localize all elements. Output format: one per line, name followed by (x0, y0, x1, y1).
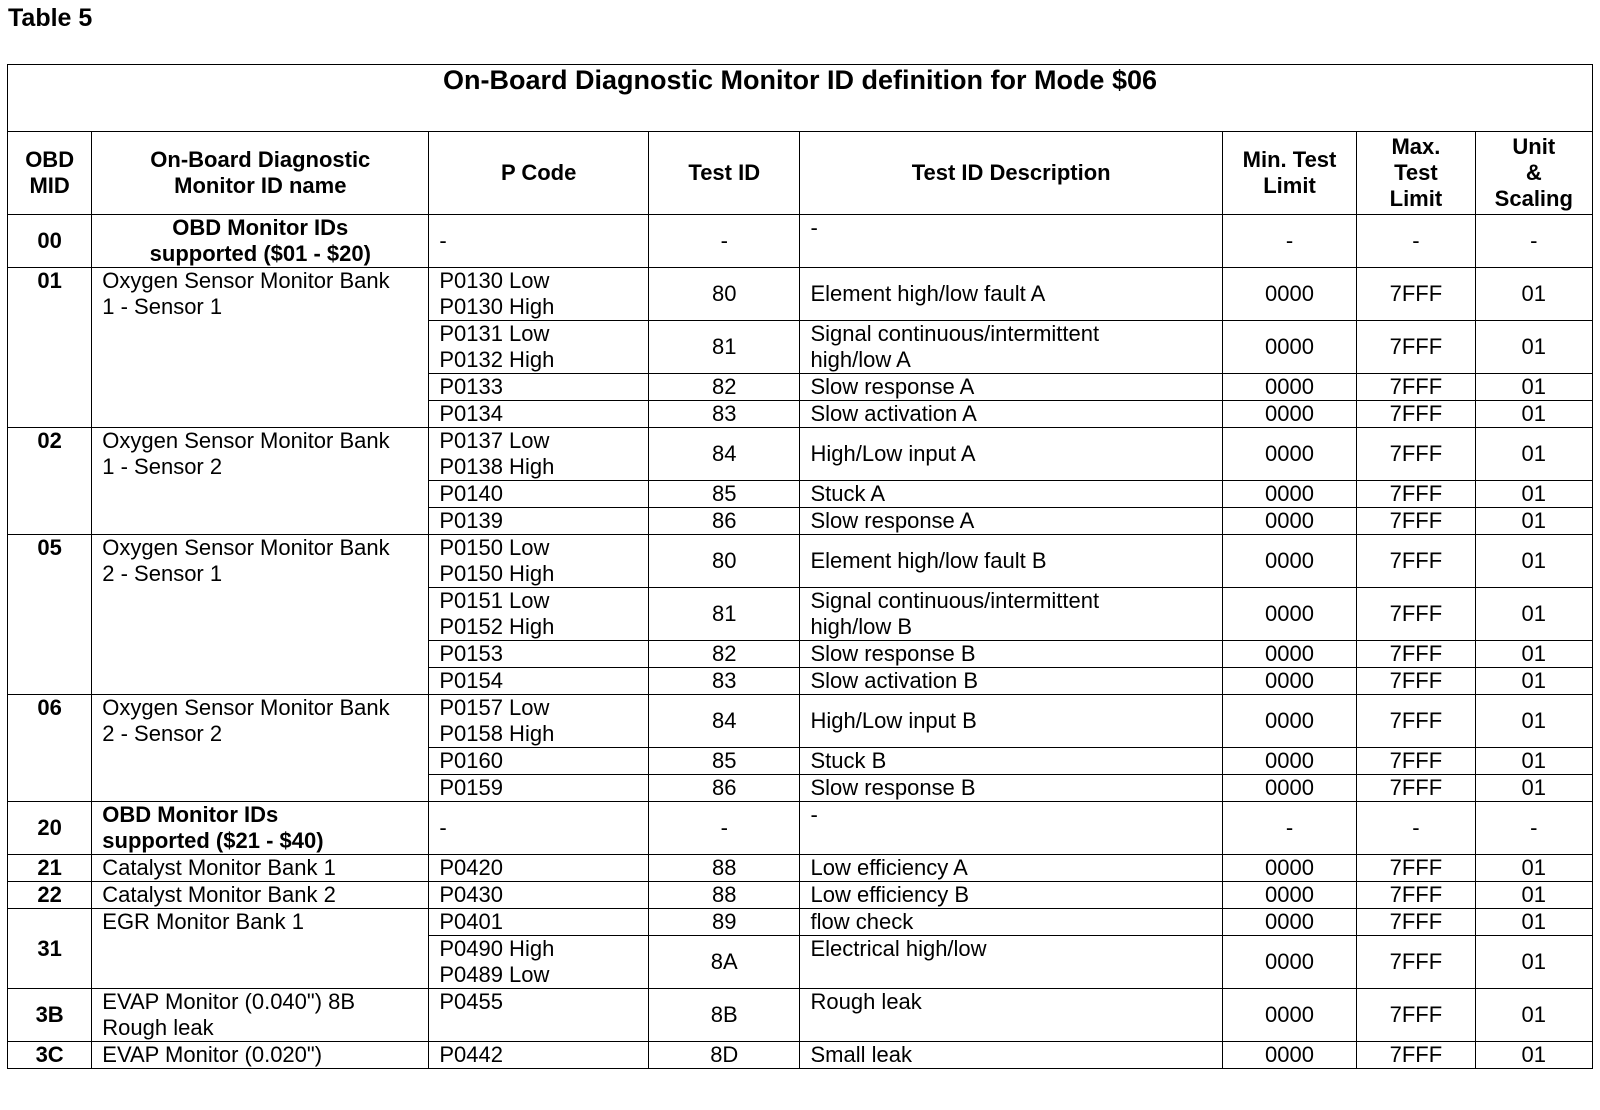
min-test-limit-cell: 0000 (1222, 268, 1356, 321)
unit-scaling-cell: 01 (1475, 481, 1592, 508)
test-id-cell: 85 (649, 481, 800, 508)
max-test-limit-cell: - (1357, 215, 1475, 268)
header-test-description: Test ID Description (800, 132, 1222, 215)
test-id-cell: 82 (649, 374, 800, 401)
max-test-limit-cell: 7FFF (1357, 641, 1475, 668)
test-description-cell: Stuck B (800, 748, 1222, 775)
unit-scaling-cell: 01 (1475, 668, 1592, 695)
min-test-limit-cell: 0000 (1222, 936, 1356, 989)
max-test-limit-cell: 7FFF (1357, 535, 1475, 588)
p-code-cell: P0490 High P0489 Low (429, 936, 649, 989)
monitor-name-cell: Catalyst Monitor Bank 1 (92, 855, 429, 882)
header-p-code: P Code (429, 132, 649, 215)
min-test-limit-cell: 0000 (1222, 641, 1356, 668)
test-id-cell: 84 (649, 695, 800, 748)
max-test-limit-cell: 7FFF (1357, 775, 1475, 802)
table-row (8, 882, 1593, 909)
max-test-limit-cell: 7FFF (1357, 481, 1475, 508)
min-test-limit-cell: 0000 (1222, 748, 1356, 775)
unit-scaling-cell: 01 (1475, 989, 1592, 1042)
max-test-limit-cell: 7FFF (1357, 748, 1475, 775)
header-obd-mid: OBD MID (8, 132, 92, 215)
p-code-cell: P0420 (429, 855, 649, 882)
p-code-cell: - (429, 802, 649, 855)
unit-scaling-cell: 01 (1475, 882, 1592, 909)
test-id-cell: - (649, 215, 800, 268)
unit-scaling-cell: 01 (1475, 535, 1592, 588)
p-code-cell: P0442 (429, 1042, 649, 1069)
max-test-limit-cell: 7FFF (1357, 428, 1475, 481)
test-id-cell: 8D (649, 1042, 800, 1069)
monitor-name-cell: EVAP Monitor (0.020") (92, 1042, 429, 1069)
monitor-name-cell: OBD Monitor IDs supported ($01 - $20) (92, 215, 429, 268)
min-test-limit-cell: 0000 (1222, 1042, 1356, 1069)
test-description-cell: Signal continuous/intermittent high/low B (800, 588, 1222, 641)
table-row (8, 855, 1593, 882)
table-row (8, 802, 1593, 855)
test-description-cell: Slow response B (800, 775, 1222, 802)
test-id-cell: 8B (649, 989, 800, 1042)
monitor-name-cell: Oxygen Sensor Monitor Bank 1 - Sensor 2 (92, 428, 429, 535)
max-test-limit-cell: 7FFF (1357, 1042, 1475, 1069)
test-id-cell: 83 (649, 401, 800, 428)
min-test-limit-cell: 0000 (1222, 668, 1356, 695)
test-description-cell: Small leak (800, 1042, 1222, 1069)
table-row (8, 215, 1593, 268)
max-test-limit-cell: 7FFF (1357, 401, 1475, 428)
unit-scaling-cell: - (1475, 215, 1592, 268)
p-code-cell: P0430 (429, 882, 649, 909)
p-code-cell: P0151 Low P0152 High (429, 588, 649, 641)
max-test-limit-cell: 7FFF (1357, 695, 1475, 748)
test-description-cell: Element high/low fault B (800, 535, 1222, 588)
test-description-cell: Low efficiency B (800, 882, 1222, 909)
unit-scaling-cell: 01 (1475, 508, 1592, 535)
max-test-limit-cell: 7FFF (1357, 508, 1475, 535)
unit-scaling-cell: 01 (1475, 401, 1592, 428)
p-code-cell: P0133 (429, 374, 649, 401)
header-min-test-limit: Min. Test Limit (1222, 132, 1356, 215)
unit-scaling-cell: 01 (1475, 321, 1592, 374)
table-row (8, 535, 1593, 588)
unit-scaling-cell: 01 (1475, 775, 1592, 802)
min-test-limit-cell: 0000 (1222, 775, 1356, 802)
test-description-cell: Electrical high/low (800, 936, 1222, 989)
min-test-limit-cell: 0000 (1222, 909, 1356, 936)
test-id-cell: 81 (649, 588, 800, 641)
p-code-cell: P0160 (429, 748, 649, 775)
unit-scaling-cell: 01 (1475, 1042, 1592, 1069)
unit-scaling-cell: 01 (1475, 748, 1592, 775)
max-test-limit-cell: 7FFF (1357, 855, 1475, 882)
monitor-name-cell: Oxygen Sensor Monitor Bank 2 - Sensor 1 (92, 535, 429, 695)
p-code-cell: P0139 (429, 508, 649, 535)
test-id-cell: 85 (649, 748, 800, 775)
test-id-cell: 88 (649, 855, 800, 882)
p-code-cell: P0130 Low P0130 High (429, 268, 649, 321)
obd-mid-cell: 00 (8, 215, 92, 268)
test-description-cell: Slow response B (800, 641, 1222, 668)
max-test-limit-cell: 7FFF (1357, 321, 1475, 374)
table-row (8, 909, 1593, 936)
table-row (8, 1042, 1593, 1069)
test-id-cell: 80 (649, 535, 800, 588)
p-code-cell: P0131 Low P0132 High (429, 321, 649, 374)
obd-mode06-table (7, 64, 1593, 1069)
monitor-name-cell: Catalyst Monitor Bank 2 (92, 882, 429, 909)
table-caption: Table 5 (8, 4, 93, 32)
min-test-limit-cell: 0000 (1222, 695, 1356, 748)
unit-scaling-cell: 01 (1475, 936, 1592, 989)
p-code-cell: - (429, 215, 649, 268)
table-body (8, 215, 1593, 1069)
obd-mid-cell: 05 (8, 535, 92, 695)
unit-scaling-cell: 01 (1475, 855, 1592, 882)
unit-scaling-cell: 01 (1475, 695, 1592, 748)
p-code-cell: P0401 (429, 909, 649, 936)
test-id-cell: 88 (649, 882, 800, 909)
unit-scaling-cell: 01 (1475, 641, 1592, 668)
min-test-limit-cell: 0000 (1222, 535, 1356, 588)
min-test-limit-cell: 0000 (1222, 321, 1356, 374)
monitor-name-cell: EGR Monitor Bank 1 (92, 909, 429, 989)
p-code-cell: P0153 (429, 641, 649, 668)
obd-mid-cell: 3C (8, 1042, 92, 1069)
monitor-name-cell: EVAP Monitor (0.040") 8B Rough leak (92, 989, 429, 1042)
max-test-limit-cell: 7FFF (1357, 882, 1475, 909)
min-test-limit-cell: - (1222, 802, 1356, 855)
unit-scaling-cell: - (1475, 802, 1592, 855)
obd-mid-cell: 21 (8, 855, 92, 882)
p-code-cell: P0455 (429, 989, 649, 1042)
p-code-cell: P0154 (429, 668, 649, 695)
test-id-cell: 8A (649, 936, 800, 989)
max-test-limit-cell: 7FFF (1357, 909, 1475, 936)
min-test-limit-cell: 0000 (1222, 374, 1356, 401)
max-test-limit-cell: 7FFF (1357, 936, 1475, 989)
unit-scaling-cell: 01 (1475, 374, 1592, 401)
max-test-limit-cell: 7FFF (1357, 668, 1475, 695)
table-row (8, 989, 1593, 1042)
test-id-cell: 81 (649, 321, 800, 374)
max-test-limit-cell: 7FFF (1357, 268, 1475, 321)
monitor-name-cell: Oxygen Sensor Monitor Bank 2 - Sensor 2 (92, 695, 429, 802)
obd-mid-cell: 3B (8, 989, 92, 1042)
obd-mid-cell: 01 (8, 268, 92, 428)
unit-scaling-cell: 01 (1475, 909, 1592, 936)
test-description-cell: Stuck A (800, 481, 1222, 508)
header-unit-scaling: Unit & Scaling (1475, 132, 1592, 215)
test-id-cell: 82 (649, 641, 800, 668)
max-test-limit-cell: 7FFF (1357, 374, 1475, 401)
unit-scaling-cell: 01 (1475, 268, 1592, 321)
min-test-limit-cell: 0000 (1222, 989, 1356, 1042)
obd-mid-cell: 02 (8, 428, 92, 535)
max-test-limit-cell: - (1357, 802, 1475, 855)
test-id-cell: 89 (649, 909, 800, 936)
obd-mid-cell: 31 (8, 909, 92, 989)
table-title: On-Board Diagnostic Monitor ID definition for Mode $06 (8, 65, 1593, 132)
test-description-cell: flow check (800, 909, 1222, 936)
min-test-limit-cell: 0000 (1222, 882, 1356, 909)
test-description-cell: Slow response A (800, 374, 1222, 401)
max-test-limit-cell: 7FFF (1357, 989, 1475, 1042)
obd-mid-cell: 06 (8, 695, 92, 802)
monitor-name-cell: OBD Monitor IDs supported ($21 - $40) (92, 802, 429, 855)
p-code-cell: P0134 (429, 401, 649, 428)
test-id-cell: 84 (649, 428, 800, 481)
table-row (8, 695, 1593, 748)
test-description-cell: - (800, 215, 1222, 268)
test-description-cell: - (800, 802, 1222, 855)
min-test-limit-cell: 0000 (1222, 508, 1356, 535)
unit-scaling-cell: 01 (1475, 588, 1592, 641)
p-code-cell: P0140 (429, 481, 649, 508)
test-id-cell: - (649, 802, 800, 855)
test-id-cell: 86 (649, 775, 800, 802)
max-test-limit-cell: 7FFF (1357, 588, 1475, 641)
test-description-cell: High/Low input B (800, 695, 1222, 748)
test-description-cell: High/Low input A (800, 428, 1222, 481)
test-description-cell: Rough leak (800, 989, 1222, 1042)
table-row (8, 428, 1593, 481)
header-max-test-limit: Max. Test Limit (1357, 132, 1475, 215)
header-test-id: Test ID (649, 132, 800, 215)
test-description-cell: Slow activation A (800, 401, 1222, 428)
obd-mid-cell: 22 (8, 882, 92, 909)
header-monitor-name: On-Board Diagnostic Monitor ID name (92, 132, 429, 215)
test-description-cell: Low efficiency A (800, 855, 1222, 882)
test-description-cell: Element high/low fault A (800, 268, 1222, 321)
min-test-limit-cell: 0000 (1222, 588, 1356, 641)
min-test-limit-cell: 0000 (1222, 401, 1356, 428)
p-code-cell: P0157 Low P0158 High (429, 695, 649, 748)
monitor-name-cell: Oxygen Sensor Monitor Bank 1 - Sensor 1 (92, 268, 429, 428)
test-id-cell: 80 (649, 268, 800, 321)
min-test-limit-cell: - (1222, 215, 1356, 268)
p-code-cell: P0150 Low P0150 High (429, 535, 649, 588)
unit-scaling-cell: 01 (1475, 428, 1592, 481)
min-test-limit-cell: 0000 (1222, 855, 1356, 882)
test-description-cell: Slow activation B (800, 668, 1222, 695)
min-test-limit-cell: 0000 (1222, 428, 1356, 481)
test-description-cell: Signal continuous/intermittent high/low A (800, 321, 1222, 374)
obd-mid-cell: 20 (8, 802, 92, 855)
min-test-limit-cell: 0000 (1222, 481, 1356, 508)
test-description-cell: Slow response A (800, 508, 1222, 535)
p-code-cell: P0137 Low P0138 High (429, 428, 649, 481)
test-id-cell: 86 (649, 508, 800, 535)
p-code-cell: P0159 (429, 775, 649, 802)
table-row (8, 268, 1593, 321)
test-id-cell: 83 (649, 668, 800, 695)
